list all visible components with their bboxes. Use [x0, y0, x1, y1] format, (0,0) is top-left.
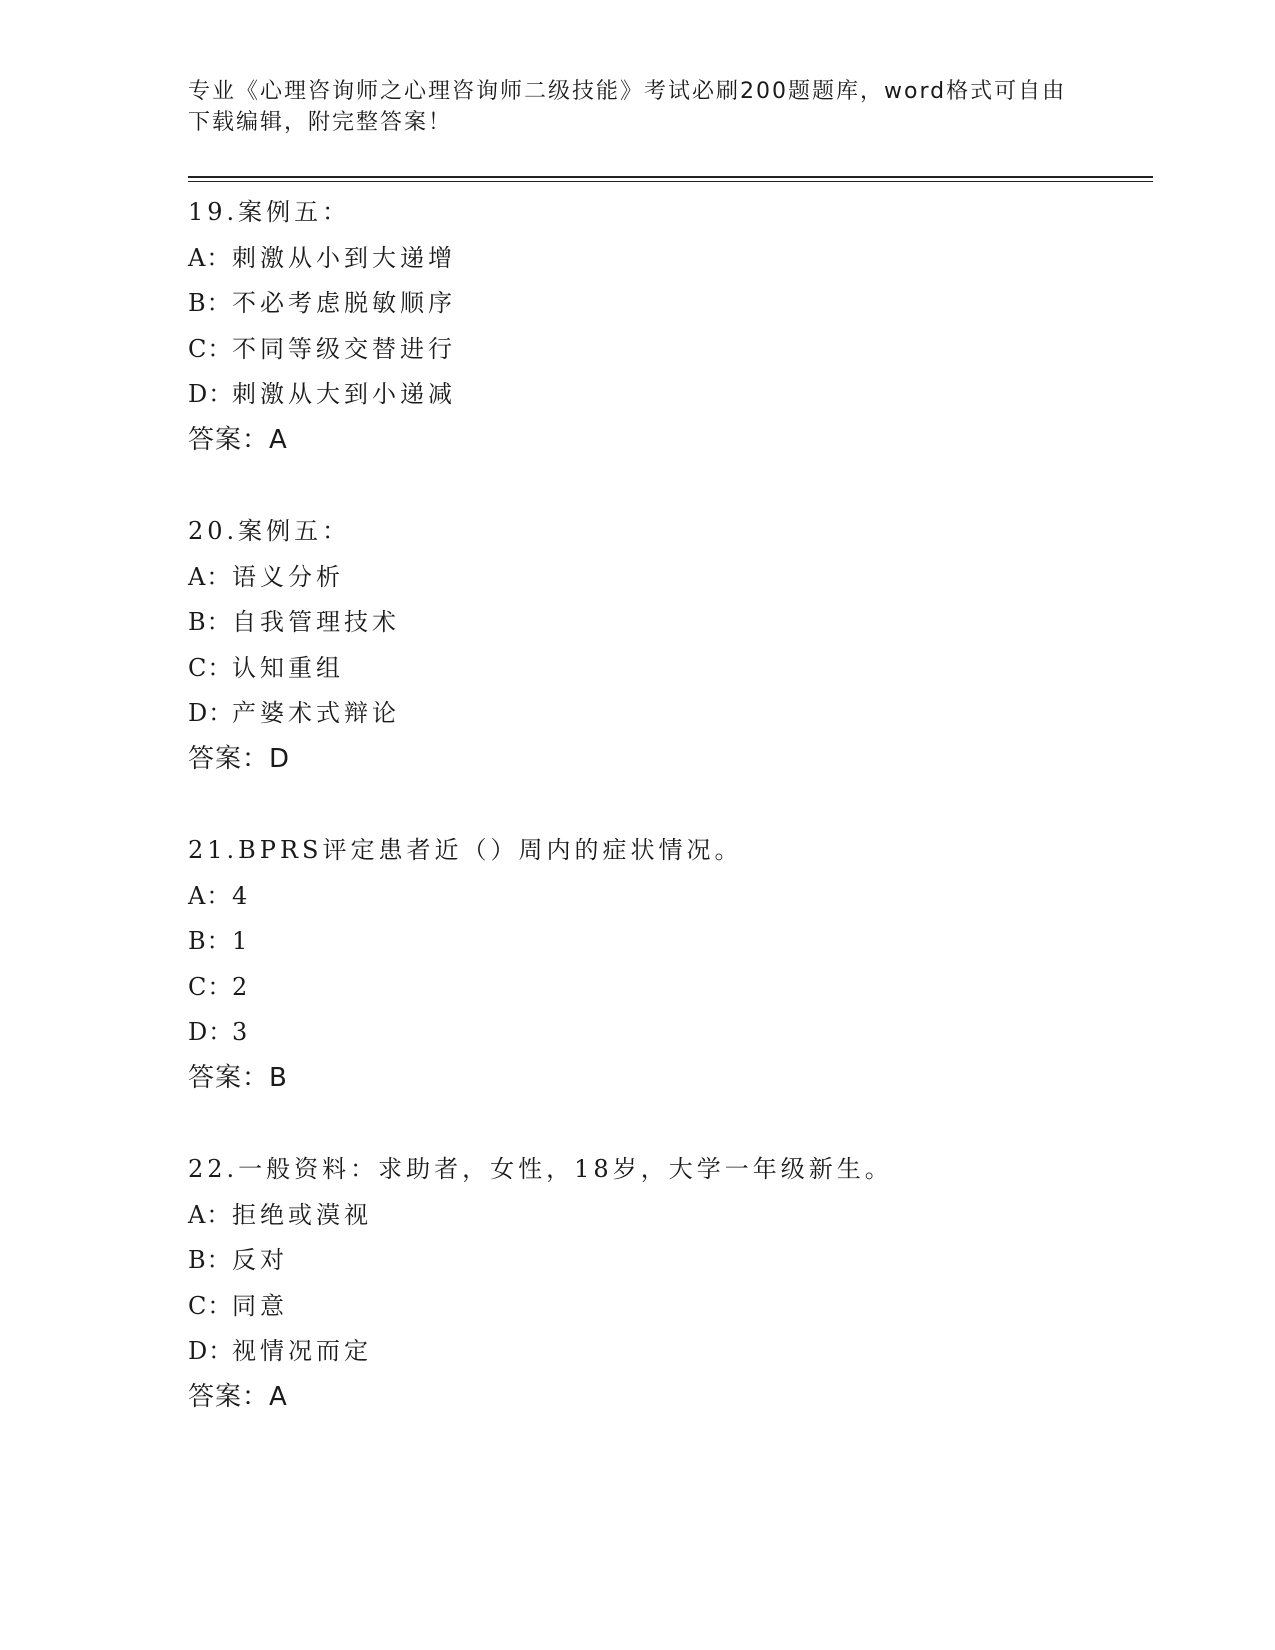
option-letter: B：	[188, 608, 232, 637]
option-c	[188, 1284, 1148, 1330]
option-letter: B：	[188, 927, 232, 956]
question-22	[188, 1147, 1148, 1466]
question-19	[188, 190, 1148, 509]
option-letter: A：	[188, 243, 232, 272]
option-b	[188, 281, 1148, 327]
option-d	[188, 372, 1148, 418]
header-divider-thin	[188, 181, 1153, 182]
option-text: 产婆术式辩论	[232, 699, 400, 728]
option-text: 反对	[232, 1246, 288, 1275]
answer-line: 答案：B	[188, 1062, 288, 1093]
question-21	[188, 828, 1148, 1147]
option-letter: D：	[188, 699, 234, 728]
option-b	[188, 919, 1148, 965]
option-b	[188, 1238, 1148, 1284]
option-letter: D：	[188, 380, 234, 409]
option-a	[188, 1193, 1148, 1239]
option-letter: C：	[188, 334, 233, 363]
option-b	[188, 600, 1148, 646]
question-stem: 22.一般资料：求助者，女性，18岁，大学一年级新生。	[188, 1155, 893, 1183]
answer-line: 答案：A	[188, 1381, 288, 1412]
option-letter: A：	[188, 881, 232, 910]
option-text: 同意	[232, 1291, 288, 1320]
option-text: 刺激从大到小递减	[232, 380, 456, 409]
option-letter: C：	[188, 1291, 233, 1320]
option-text: 认知重组	[232, 653, 344, 682]
option-a	[188, 874, 1148, 920]
option-letter: D：	[188, 1337, 234, 1366]
option-letter: C：	[188, 653, 233, 682]
option-c	[188, 965, 1148, 1011]
document-header: 专业《心理咨询师之心理咨询师二级技能》考试必刷200题题库，word格式可自由下载编辑，附完整答案！	[188, 79, 1067, 135]
option-text: 视情况而定	[232, 1337, 372, 1366]
option-d	[188, 1329, 1148, 1375]
header-divider-thick	[188, 176, 1153, 178]
option-a	[188, 236, 1148, 282]
option-text: 语义分析	[232, 562, 344, 591]
option-text: 不同等级交替进行	[232, 334, 456, 363]
option-text: 2	[232, 972, 252, 1001]
option-letter: C：	[188, 972, 233, 1001]
option-a	[188, 555, 1148, 601]
answer-line: 答案：A	[188, 424, 288, 455]
option-letter: A：	[188, 1200, 232, 1229]
option-text: 不必考虑脱敏顺序	[232, 289, 456, 318]
answer-line: 答案：D	[188, 743, 291, 774]
option-d	[188, 1010, 1148, 1056]
option-d	[188, 691, 1148, 737]
option-letter: B：	[188, 289, 232, 318]
option-text: 刺激从小到大递增	[232, 243, 456, 272]
question-list	[188, 190, 1148, 1466]
option-c	[188, 646, 1148, 692]
option-text: 自我管理技术	[232, 608, 400, 637]
option-text: 3	[232, 1018, 252, 1047]
option-text: 1	[232, 927, 252, 956]
question-stem: 20.案例五：	[188, 517, 351, 545]
question-20	[188, 509, 1148, 828]
option-letter: D：	[188, 1018, 234, 1047]
option-c	[188, 327, 1148, 373]
option-letter: B：	[188, 1246, 232, 1275]
option-text: 4	[232, 881, 252, 910]
question-stem: 21.BPRS评定患者近（）周内的症状情况。	[188, 836, 743, 864]
option-letter: A：	[188, 562, 232, 591]
question-stem: 19.案例五：	[188, 198, 351, 226]
option-text: 拒绝或漠视	[232, 1200, 372, 1229]
